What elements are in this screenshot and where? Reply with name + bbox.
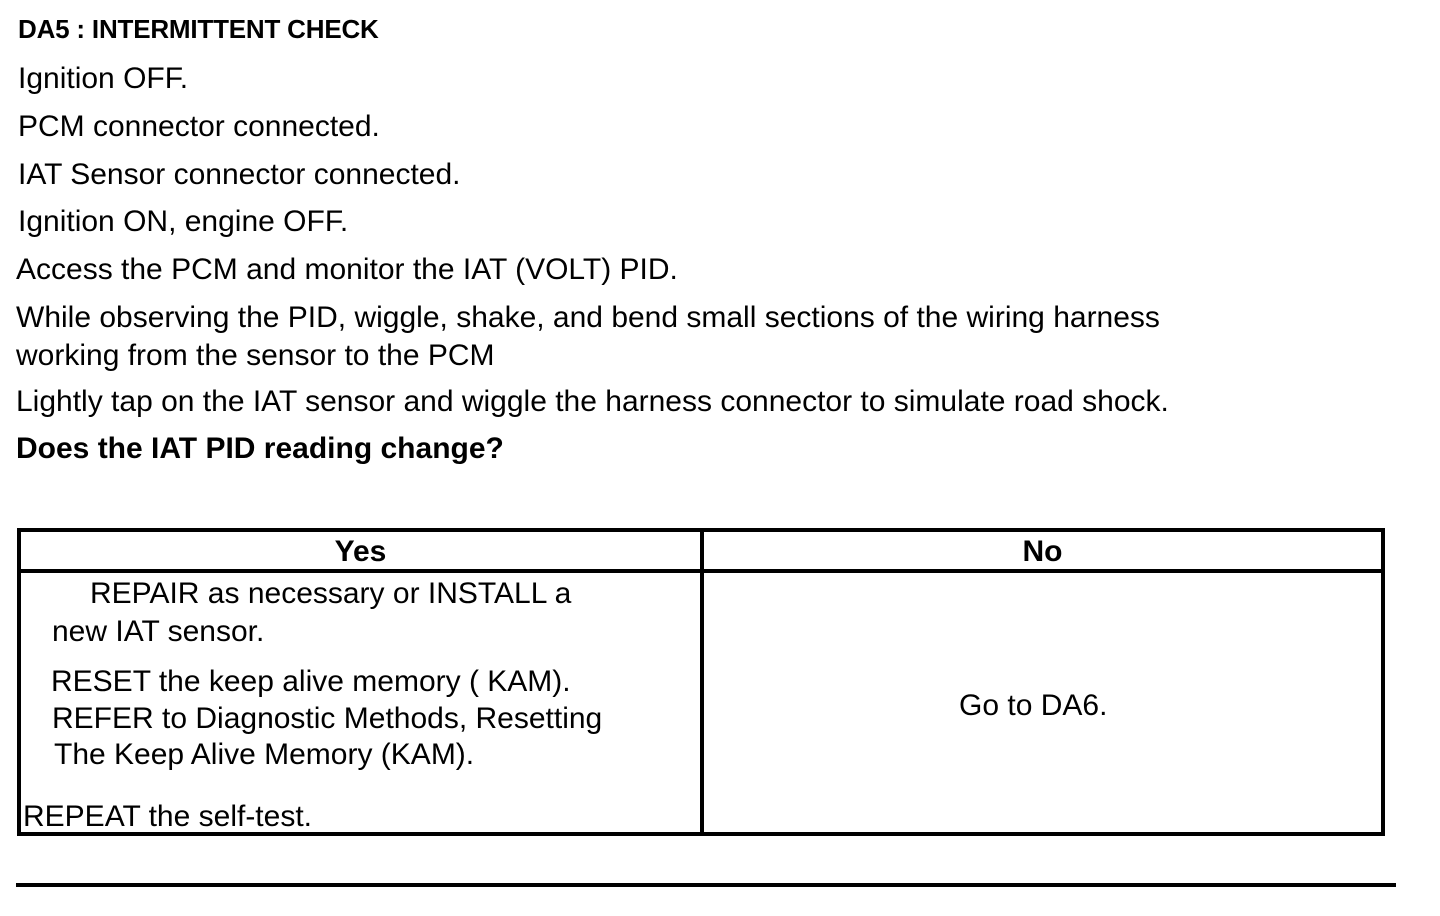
yes-refer-line-2: The Keep Alive Memory (KAM). — [54, 738, 475, 771]
yes-refer-line-1: REFER to Diagnostic Methods, Resetting — [52, 702, 603, 735]
yes-repeat-line: REPEAT the self-test. — [23, 800, 312, 833]
no-goto-text: Go to DA6. — [959, 689, 1108, 722]
step-iat-connector: IAT Sensor connector connected. — [18, 158, 461, 191]
result-table — [17, 528, 1385, 836]
step-wiggle-line-1: While observing the PID, wiggle, shake, and bend small sections of the wiring harness — [16, 301, 1160, 334]
yes-repair-line-1: REPAIR as necessary or INSTALL a — [90, 577, 572, 610]
yes-column-header: Yes — [334, 535, 387, 568]
step-pcm-connector: PCM connector connected. — [18, 110, 380, 143]
step-tap-sensor: Lightly tap on the IAT sensor and wiggle the harness connector to simulate road shock. — [16, 385, 1169, 418]
no-column-header: No — [1022, 535, 1063, 568]
yes-reset-line: RESET the keep alive memory ( KAM). — [51, 665, 571, 698]
yes-repair-line-2: new IAT sensor. — [52, 615, 265, 648]
page-title: DA5 : INTERMITTENT CHECK — [18, 14, 379, 44]
question-text: Does the IAT PID reading change? — [16, 432, 504, 465]
step-ignition-on: Ignition ON, engine OFF. — [18, 205, 349, 238]
step-access-pcm: Access the PCM and monitor the IAT (VOLT) PID. — [16, 253, 678, 286]
bottom-rule — [16, 883, 1396, 887]
step-wiggle-line-2: working from the sensor to the PCM — [16, 339, 495, 372]
column-divider — [700, 532, 704, 832]
step-ignition-off: Ignition OFF. — [18, 62, 189, 95]
